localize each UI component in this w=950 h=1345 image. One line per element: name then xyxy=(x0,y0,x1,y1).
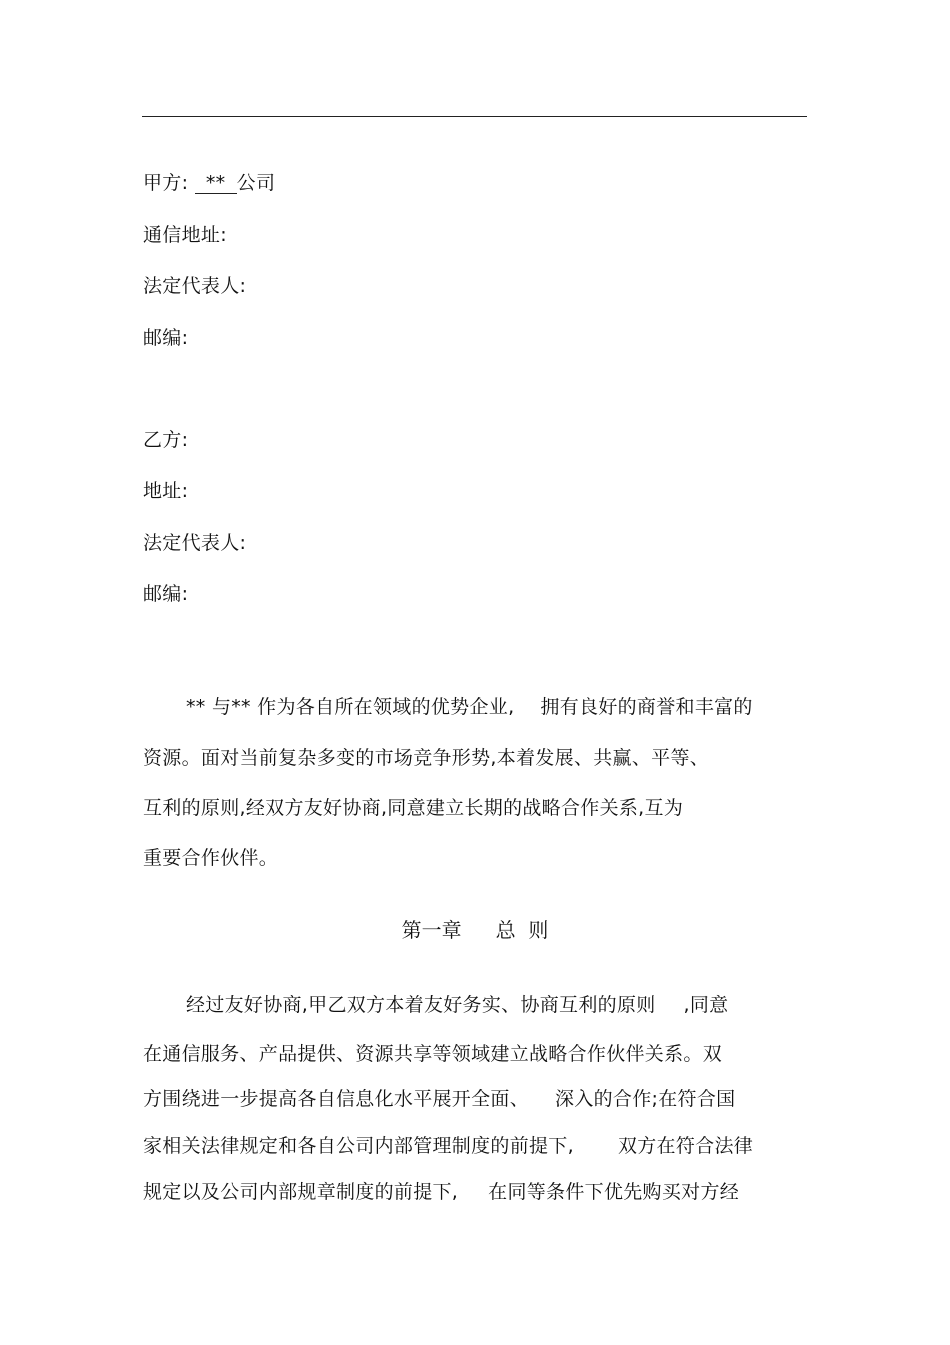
body-line-3a: 方围绕进一步提高各自信息化水平展开全面、 xyxy=(143,1088,530,1110)
party-b-rep: 法定代表人: xyxy=(143,532,247,554)
party-a-label: 甲方: xyxy=(143,172,189,194)
preamble-line-4: 重要合作伙伴。 xyxy=(143,847,279,869)
body-line-4a: 家相关法律规定和各自公司内部管理制度的前提下, xyxy=(143,1135,574,1157)
body-line-3 xyxy=(143,1087,735,1111)
party-a-address: 通信地址: xyxy=(143,224,227,246)
chapter-number: 第一章 xyxy=(401,918,462,942)
body-line-2: 在通信服务、产品提供、资源共享等领域建立战略合作伙伴关系。双 xyxy=(143,1043,723,1065)
preamble-line-1a: ** 与** 作为各自所在领域的优势企业, xyxy=(186,696,515,718)
preamble-line-1b: 拥有良好的商誉和丰富的 xyxy=(540,696,753,718)
party-a-line xyxy=(143,171,275,195)
party-a-name-suffix: 公司 xyxy=(236,172,276,194)
party-b-address: 地址: xyxy=(143,480,189,502)
body-line-5 xyxy=(143,1180,739,1204)
party-a-name-blank: ** xyxy=(195,173,237,194)
chapter-title: 总 则 xyxy=(495,918,549,942)
body-line-1 xyxy=(186,993,729,1017)
body-line-1b: ,同意 xyxy=(683,994,729,1016)
body-line-1a: 经过友好协商,甲乙双方本着友好务实、协商互利的原则 xyxy=(186,994,656,1016)
body-line-4 xyxy=(143,1134,753,1158)
party-a-postcode: 邮编: xyxy=(143,327,189,349)
party-a-rep: 法定代表人: xyxy=(143,275,247,297)
body-line-3b: 深入的合作;在符合国 xyxy=(555,1088,736,1110)
preamble-line-1 xyxy=(186,695,753,719)
party-b-label: 乙方: xyxy=(143,429,189,451)
preamble-line-2: 资源。面对当前复杂多变的市场竞争形势,本着发展、共赢、平等、 xyxy=(143,747,710,769)
header-rule xyxy=(142,116,807,117)
chapter-heading xyxy=(0,917,950,943)
party-b-postcode: 邮编: xyxy=(143,583,189,605)
body-line-4b: 双方在符合法律 xyxy=(617,1135,754,1157)
preamble-line-3: 互利的原则,经双方友好协商,同意建立长期的战略合作关系,互为 xyxy=(143,797,684,819)
body-line-5a: 规定以及公司内部规章制度的前提下, xyxy=(143,1181,459,1203)
body-line-5b: 在同等条件下优先购买对方经 xyxy=(488,1181,740,1203)
